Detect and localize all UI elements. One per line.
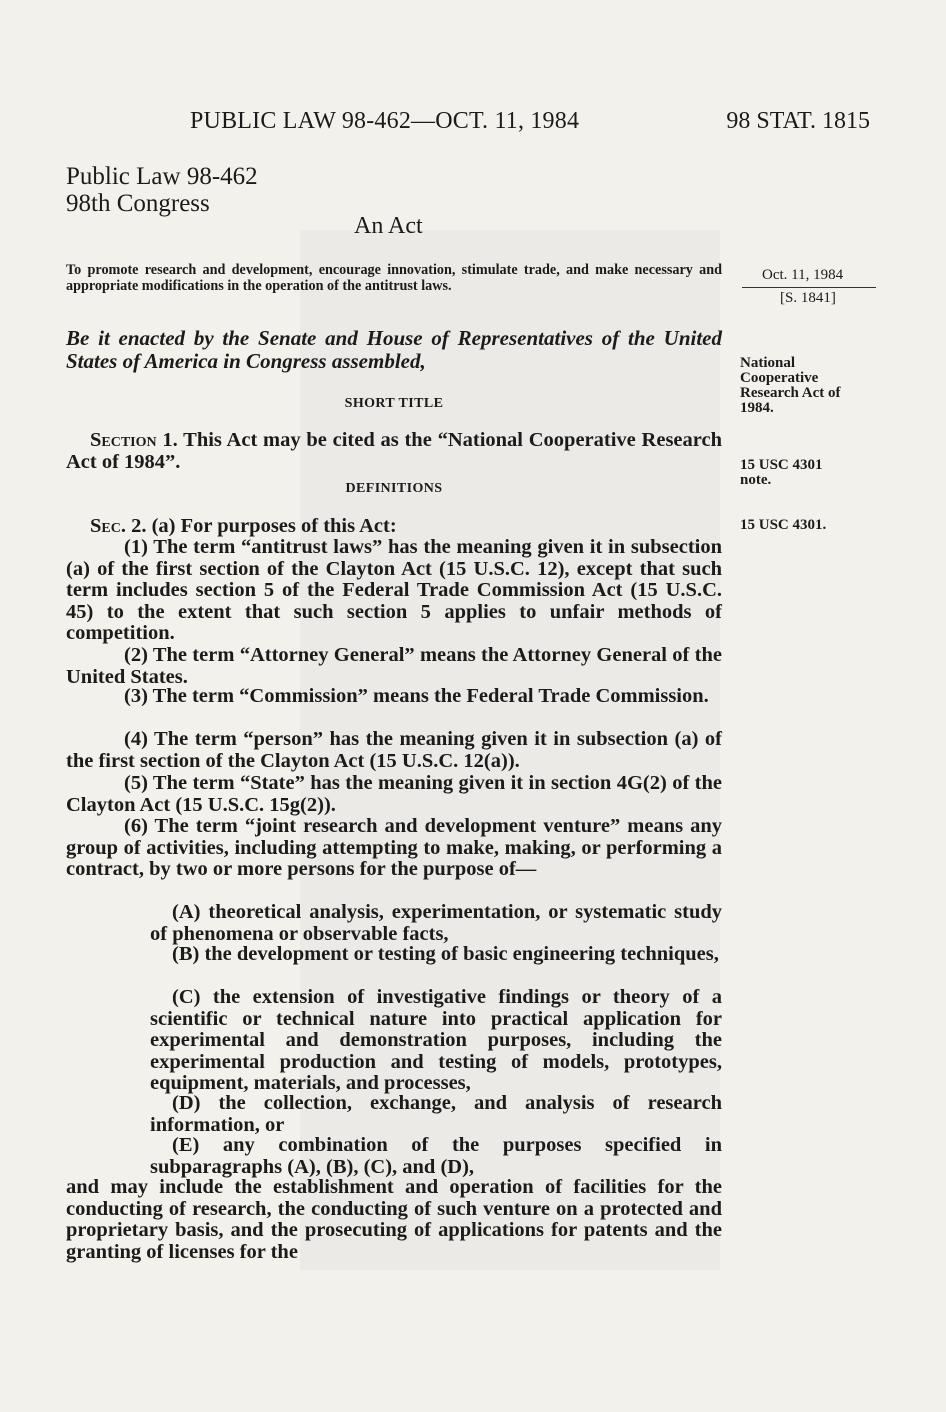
section-2-label: Sec bbox=[90, 515, 121, 537]
section-1-text bbox=[66, 430, 722, 473]
congress-number: 98th Congress bbox=[66, 190, 210, 217]
subparagraph-e: (E) any combination of the purposes specified in subparagraphs (A), (B), (C), and (D), bbox=[150, 1134, 722, 1178]
definitions-heading: DEFINITIONS bbox=[345, 481, 443, 496]
margin-note-line: 1984. bbox=[740, 400, 774, 416]
definition-2: (2) The term “Attorney General” means the Attorney General of the United States. bbox=[66, 644, 722, 688]
margin-note-short-title bbox=[740, 356, 841, 416]
subparagraph-a: (A) theoretical analysis, experimentation, or systematic study of phenomena or observable facts, bbox=[150, 901, 722, 945]
section-1-label: Section bbox=[90, 429, 157, 451]
margin-note-usc-4301-note bbox=[740, 458, 823, 488]
margin-note-line: Cooperative bbox=[740, 370, 819, 386]
margin-note-line: 15 USC 4301 bbox=[740, 457, 823, 473]
section-1-body: 1. This Act may be cited as the “National Cooperative Research Act of 1984”. bbox=[66, 429, 722, 473]
definition-6-closing: and may include the establishment and operation of facilities for the conducting of research, the conducting of such venture on a protected and proprietary basis, and the prosecuting of applications for patents and the granting of licenses for the bbox=[66, 1176, 722, 1263]
subparagraph-b: (B) the development or testing of basic engineering techniques, bbox=[172, 943, 719, 965]
definition-1: (1) The term “antitrust laws” has the meaning given it in subsection (a) of the first section of the Clayton Act (15 U.S.C. 12), except that such term includes section 5 of the Federal Trade Commission Act (15 U.S.C. 45) to the extent that such section 5 applies to unfair methods of competition. bbox=[66, 536, 722, 645]
definition-5: (5) The term “State” has the meaning given it in section 4G(2) of the Clayton Act (15 U.S.C. 15g(2)). bbox=[66, 772, 722, 816]
enacting-clause: Be it enacted by the Senate and House of Representatives of the United States of America in Congress assembled, bbox=[66, 326, 722, 373]
margin-date: Oct. 11, 1984 bbox=[762, 267, 844, 283]
margin-bill-number: [S. 1841] bbox=[780, 290, 836, 306]
margin-note-line: National bbox=[740, 355, 796, 371]
section-2-intro bbox=[66, 516, 722, 538]
act-purpose: To promote research and development, encourage innovation, stimulate trade, and make necessary and appropriate modifications in the operation of the antitrust laws. bbox=[66, 262, 722, 294]
margin-note-usc-4301: 15 USC 4301. bbox=[740, 517, 827, 533]
definition-4: (4) The term “person” has the meaning given it in subsection (a) of the first section of the Clayton Act (15 U.S.C. 12(a)). bbox=[66, 728, 722, 772]
margin-note-line: Research Act of bbox=[740, 385, 841, 401]
definition-3: (3) The term “Commission” means the Federal Trade Commission. bbox=[124, 685, 709, 707]
margin-note-line: note. bbox=[740, 472, 772, 488]
subparagraph-d: (D) the collection, exchange, and analysis of research information, or bbox=[150, 1092, 722, 1136]
margin-divider bbox=[742, 287, 876, 288]
section-2-body: . 2. (a) For purposes of this Act: bbox=[120, 515, 397, 537]
public-law-number: Public Law 98-462 bbox=[66, 163, 258, 190]
subparagraph-c: (C) the extension of investigative findings or theory of a scientific or technical nature into practical application for experimental and demonstration purposes, including the experimental production and testing of models, prototypes, equipment, materials, and processes, bbox=[150, 986, 722, 1095]
short-title-heading: SHORT TITLE bbox=[344, 396, 444, 411]
act-label: An Act bbox=[354, 213, 423, 239]
statute-page-number: 98 STAT. 1815 bbox=[726, 108, 870, 134]
definition-6: (6) The term “joint research and development venture” means any group of activities, including attempting to make, making, or performing a contract, by two or more persons for the purpose of— bbox=[66, 815, 722, 881]
running-header-title: PUBLIC LAW 98-462—OCT. 11, 1984 bbox=[190, 108, 580, 134]
